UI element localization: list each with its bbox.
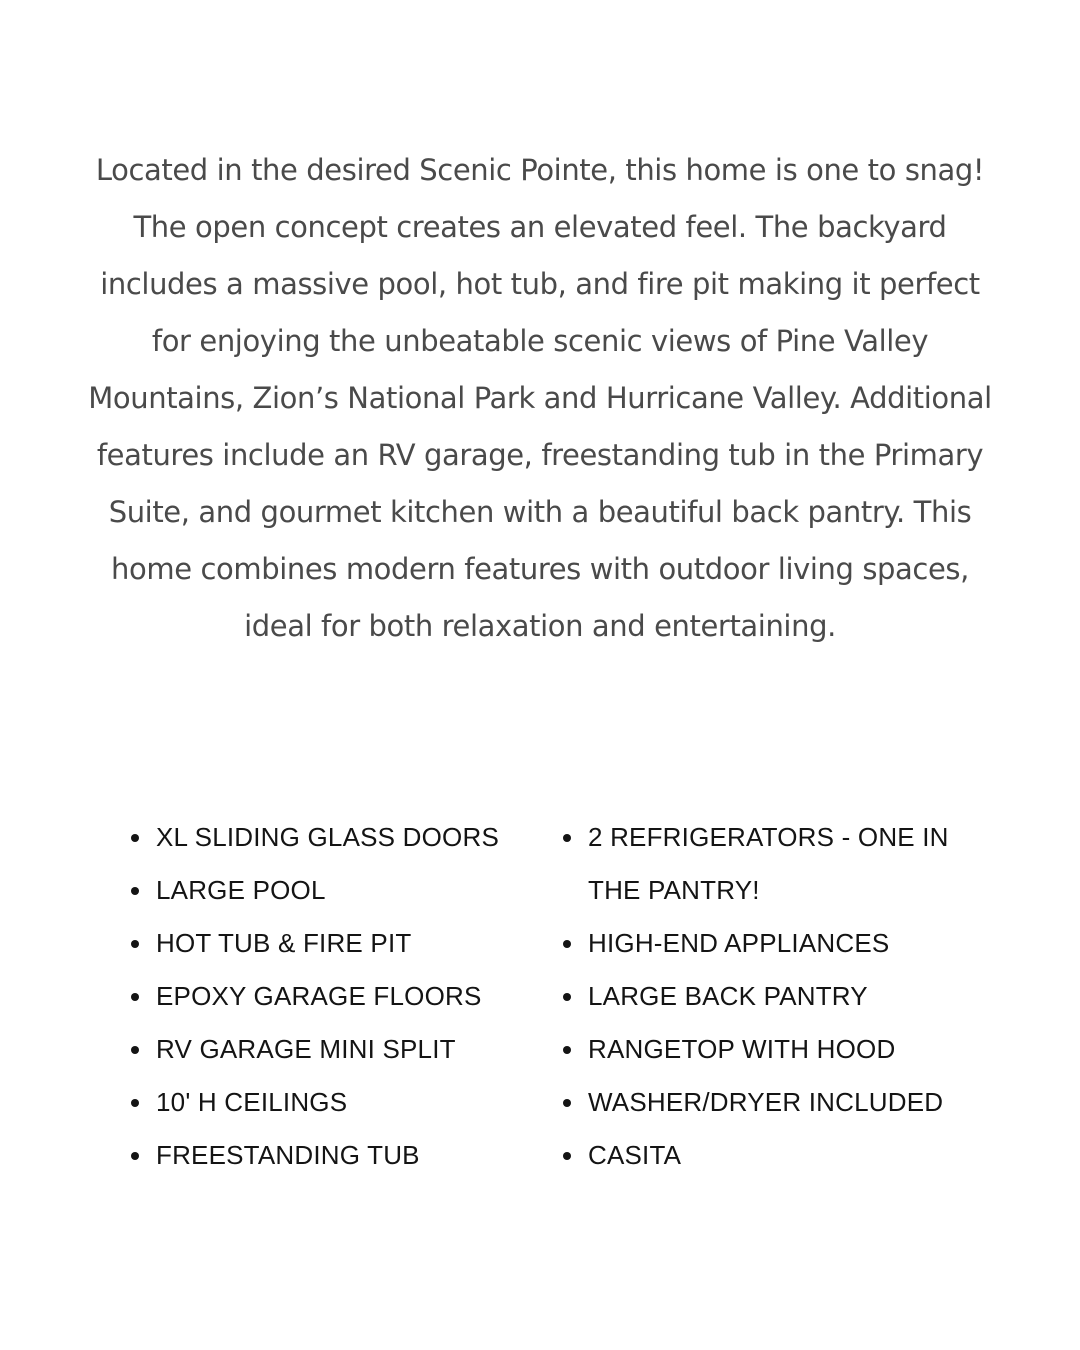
feature-item: EPOXY GARAGE FLOORS	[125, 970, 557, 1023]
feature-list	[125, 811, 985, 1182]
feature-column-left	[125, 811, 557, 1182]
feature-item: RANGETOP WITH HOOD	[557, 1023, 957, 1076]
property-description: Located in the desired Scenic Pointe, this home is one to snag! The open concept creates an elevated feel. The backyard includes a massive pool, hot tub, and fire pit making it perfect for enjoying the unbeatable scenic views of Pine Valley Mountains, Zion’s National Park and Hurricane Valley. Additional features include an RV garage, freestanding tub in the Primary Suite, and gourmet kitchen with a beautiful back pantry. This home combines modern features with outdoor living spaces, ideal for both relaxation and entertaining.	[88, 153, 992, 643]
feature-item: XL SLIDING GLASS DOORS	[125, 811, 557, 864]
feature-item: WASHER/DRYER INCLUDED	[557, 1076, 957, 1129]
feature-item: 10' H CEILINGS	[125, 1076, 557, 1129]
feature-item: LARGE POOL	[125, 864, 557, 917]
feature-item: FREESTANDING TUB	[125, 1129, 557, 1182]
feature-item: CASITA	[557, 1129, 957, 1182]
feature-item: HOT TUB & FIRE PIT	[125, 917, 557, 970]
feature-item: LARGE BACK PANTRY	[557, 970, 957, 1023]
feature-item: RV GARAGE MINI SPLIT	[125, 1023, 557, 1076]
feature-item: HIGH-END APPLIANCES	[557, 917, 957, 970]
feature-item: 2 REFRIGERATORS - ONE IN THE PANTRY!	[557, 811, 957, 917]
feature-column-right	[557, 811, 957, 1182]
